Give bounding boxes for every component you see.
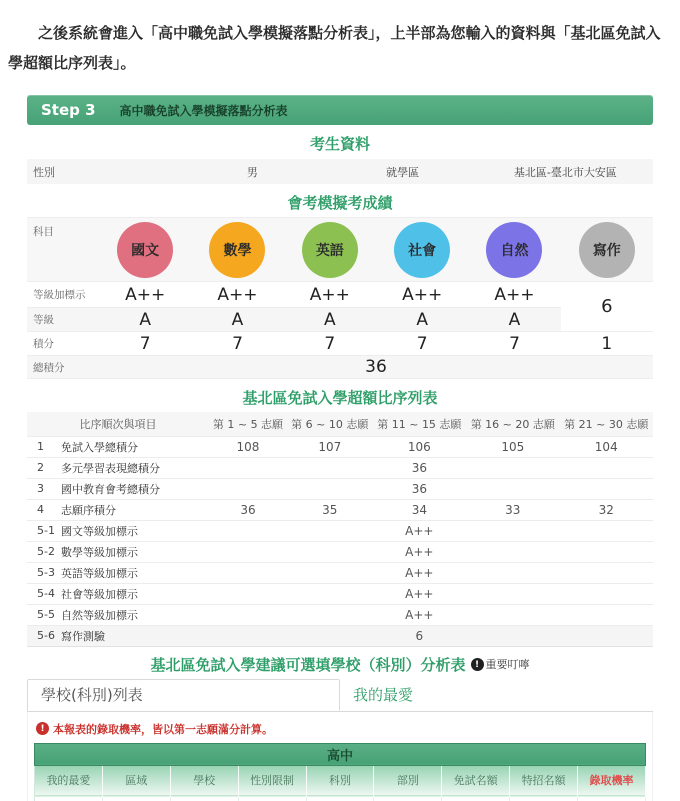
grade-value: A (231, 309, 244, 330)
grade-value: A (139, 309, 151, 330)
col-dept-header: 科別 (306, 765, 374, 796)
ranking-value (466, 583, 559, 604)
ranking-value (560, 562, 653, 583)
school-district-label: 就學區 (386, 165, 420, 179)
points-row (27, 332, 653, 356)
subject-circle-writing: 寫作 (579, 222, 635, 278)
ranking-value (287, 541, 373, 562)
points-value: 7 (509, 333, 520, 354)
writing-score-value: 6 (561, 282, 653, 332)
ranking-row (27, 520, 653, 541)
school-list-panel (27, 712, 653, 801)
school-region (102, 796, 170, 801)
ranking-value (209, 562, 287, 583)
gender-value: 男 (246, 165, 258, 179)
ranking-value: 35 (287, 499, 373, 520)
ranking-item: 寫作測驗 (61, 625, 209, 646)
subject-circle-science: 自然 (486, 222, 542, 278)
ranking-value (466, 625, 559, 646)
ranking-value (209, 457, 287, 478)
warning-text: 本報表的錄取機率，皆以第一志願滿分計算。 (53, 722, 273, 736)
school-dept (306, 796, 374, 801)
ranking-no: 2 (27, 457, 61, 478)
ranking-value (560, 457, 653, 478)
tab-my-favorites[interactable]: 我的最愛 (353, 686, 414, 704)
ranking-item: 數學等級加標示 (61, 541, 209, 562)
ranking-row (27, 478, 653, 499)
total-points-value: 36 (365, 357, 387, 377)
ranking-no: 5-6 (27, 625, 61, 646)
ranking-value: A++ (373, 520, 466, 541)
ranking-value: 36 (373, 478, 466, 499)
exam-scores-table (27, 217, 653, 379)
ranking-item: 國文等級加標示 (61, 520, 209, 541)
step-badge: Step 3 (41, 101, 96, 119)
ranking-no: 5-3 (27, 562, 61, 583)
ranking-row (27, 562, 653, 583)
school-row[interactable] (35, 796, 646, 801)
ranking-value (287, 520, 373, 541)
ranking-col-16-20: 第 16 ~ 20 志願 (466, 412, 559, 436)
ranking-no: 1 (27, 436, 61, 457)
grade-mark-value: A++ (494, 284, 535, 305)
ranking-item: 志願序積分 (61, 499, 209, 520)
ranking-no: 5-1 (27, 520, 61, 541)
ranking-item: 免試入學總積分 (61, 436, 209, 457)
grade-mark-value: A++ (125, 284, 166, 305)
ranking-item: 自然等級加標示 (61, 604, 209, 625)
ranking-value (466, 604, 559, 625)
points-value: 7 (139, 333, 151, 354)
ranking-value (209, 541, 287, 562)
ranking-col-21-30: 第 21 ~ 30 志願 (560, 412, 653, 436)
gender-label: 性別 (33, 165, 55, 179)
ranking-value (560, 478, 653, 499)
ranking-item: 英語等級加標示 (61, 562, 209, 583)
subject-circle-chinese: 國文 (117, 222, 173, 278)
school-gender (238, 796, 306, 801)
ranking-value (466, 541, 559, 562)
ranking-row (27, 604, 653, 625)
col-special-quota-header: 特招名額 (510, 765, 578, 796)
ranking-value: 36 (209, 499, 287, 520)
subject-circle-social: 社會 (394, 222, 450, 278)
ranking-value (466, 562, 559, 583)
grade-mark-label: 等級加標示 (33, 289, 86, 301)
ranking-row (27, 583, 653, 604)
suggestion-tabs (27, 679, 653, 712)
ranking-value (560, 520, 653, 541)
ranking-no: 4 (27, 499, 61, 520)
ranking-value (560, 541, 653, 562)
intro-text: 之後系統會進入「高中職免試入學模擬落點分析表」，上半部為您輸入的資料與「基北區免試入學超額比序列表」。 (8, 24, 661, 72)
col-gender-header: 性別限制 (238, 765, 306, 796)
school-division (374, 796, 442, 801)
grade-value: A (324, 309, 336, 330)
ranking-no: 5-2 (27, 541, 61, 562)
school-special-quota (510, 796, 578, 801)
suggestion-heading-row (27, 655, 653, 675)
grade-row (27, 308, 653, 332)
col-division-header: 部別 (374, 765, 442, 796)
ranking-col-1-5: 第 1 ~ 5 志願 (209, 412, 287, 436)
schools-table (34, 743, 646, 801)
grade-value: A (508, 309, 521, 330)
ranking-value: 105 (466, 436, 559, 457)
grade-mark-value: A++ (402, 284, 443, 305)
ranking-value: A++ (373, 604, 466, 625)
ranking-row (27, 625, 653, 646)
ranking-col-item: 比序順次與項目 (27, 412, 209, 436)
ranking-value (209, 478, 287, 499)
ranking-value (209, 604, 287, 625)
ranking-value (560, 583, 653, 604)
rate-warning (36, 721, 646, 737)
ranking-no: 5-4 (27, 583, 61, 604)
ranking-item: 國中教育會考總積分 (61, 478, 209, 499)
col-school-header: 學校 (170, 765, 238, 796)
suggestion-heading: 基北區免試入學建議可選填學校（科別）分析表 (150, 655, 466, 674)
ranking-value (209, 583, 287, 604)
ranking-header-row (27, 412, 653, 436)
ranking-value: 106 (373, 436, 466, 457)
ranking-value (287, 478, 373, 499)
ranking-value (287, 604, 373, 625)
ranking-heading: 基北區免試入學超額比序列表 (242, 389, 438, 407)
school-exempt-quota (442, 796, 510, 801)
subject-circle-math: 數學 (209, 222, 265, 278)
school-name (170, 796, 238, 801)
grade-label: 等級 (33, 314, 54, 326)
ranking-value: 108 (209, 436, 287, 457)
ranking-value (560, 604, 653, 625)
ranking-row (27, 541, 653, 562)
ranking-table (27, 412, 653, 647)
grade-mark-value: A++ (217, 284, 258, 305)
points-value: 1 (601, 333, 613, 354)
ranking-value (287, 457, 373, 478)
col-favorite-header: 我的最愛 (35, 765, 103, 796)
school-group-row (35, 743, 646, 765)
important-note[interactable] (471, 655, 530, 675)
ranking-value (287, 562, 373, 583)
candidate-info-row (27, 159, 653, 184)
ranking-item: 社會等級加標示 (61, 583, 209, 604)
col-exempt-quota-header: 免試名額 (442, 765, 510, 796)
points-value: 7 (324, 333, 336, 354)
ranking-value: 34 (373, 499, 466, 520)
points-value: 7 (416, 333, 428, 354)
school-group-header: 高中 (35, 743, 646, 765)
ranking-row (27, 457, 653, 478)
ranking-value: 33 (466, 499, 559, 520)
ranking-col-6-10: 第 6 ~ 10 志願 (287, 412, 373, 436)
col-region-header: 區域 (102, 765, 170, 796)
ranking-value: A++ (373, 562, 466, 583)
exam-heading: 會考模擬考成績 (287, 194, 393, 212)
schools-header-row (35, 765, 646, 796)
subject-circle-english: 英語 (302, 222, 358, 278)
ranking-value (287, 583, 373, 604)
ranking-no: 5-5 (27, 604, 61, 625)
warning-icon: ! (36, 722, 49, 735)
step-header-bar (27, 95, 653, 125)
candidate-heading: 考生資料 (309, 135, 370, 153)
important-note-icon: ! (471, 658, 484, 671)
ranking-row (27, 436, 653, 457)
ranking-value (466, 520, 559, 541)
subject-row (27, 218, 653, 282)
tab-school-list[interactable]: 學校(科別)列表 (27, 679, 340, 711)
grade-mark-row (27, 282, 653, 308)
ranking-value: 104 (560, 436, 653, 457)
ranking-no: 3 (27, 478, 61, 499)
school-district-value: 基北區-臺北市大安區 (513, 165, 617, 179)
total-points-row (27, 356, 653, 379)
grade-mark-value: A++ (309, 284, 350, 305)
points-label: 積分 (33, 338, 54, 350)
ranking-value: A++ (373, 583, 466, 604)
ranking-value (209, 625, 287, 646)
school-admission-rate (578, 796, 646, 801)
ranking-row (27, 499, 653, 520)
ranking-item: 多元學習表現總積分 (61, 457, 209, 478)
ranking-value (466, 457, 559, 478)
ranking-value: 6 (373, 625, 466, 646)
important-note-label: 重要叮嚀 (485, 657, 530, 671)
total-points-label: 總積分 (33, 361, 65, 374)
step-title: 高中職免試入學模擬落點分析表 (119, 103, 288, 118)
ranking-value (209, 520, 287, 541)
ranking-value: 36 (373, 457, 466, 478)
grade-value: A (416, 309, 428, 330)
ranking-value (560, 625, 653, 646)
ranking-col-11-15: 第 11 ~ 15 志願 (373, 412, 466, 436)
subject-row-label: 科目 (33, 226, 54, 238)
points-value: 7 (232, 333, 243, 354)
col-admission-rate-header: 錄取機率 (578, 765, 646, 796)
ranking-value: 32 (560, 499, 653, 520)
ranking-value: 107 (287, 436, 373, 457)
ranking-value (287, 625, 373, 646)
ranking-value (466, 478, 559, 499)
ranking-value: A++ (373, 541, 466, 562)
